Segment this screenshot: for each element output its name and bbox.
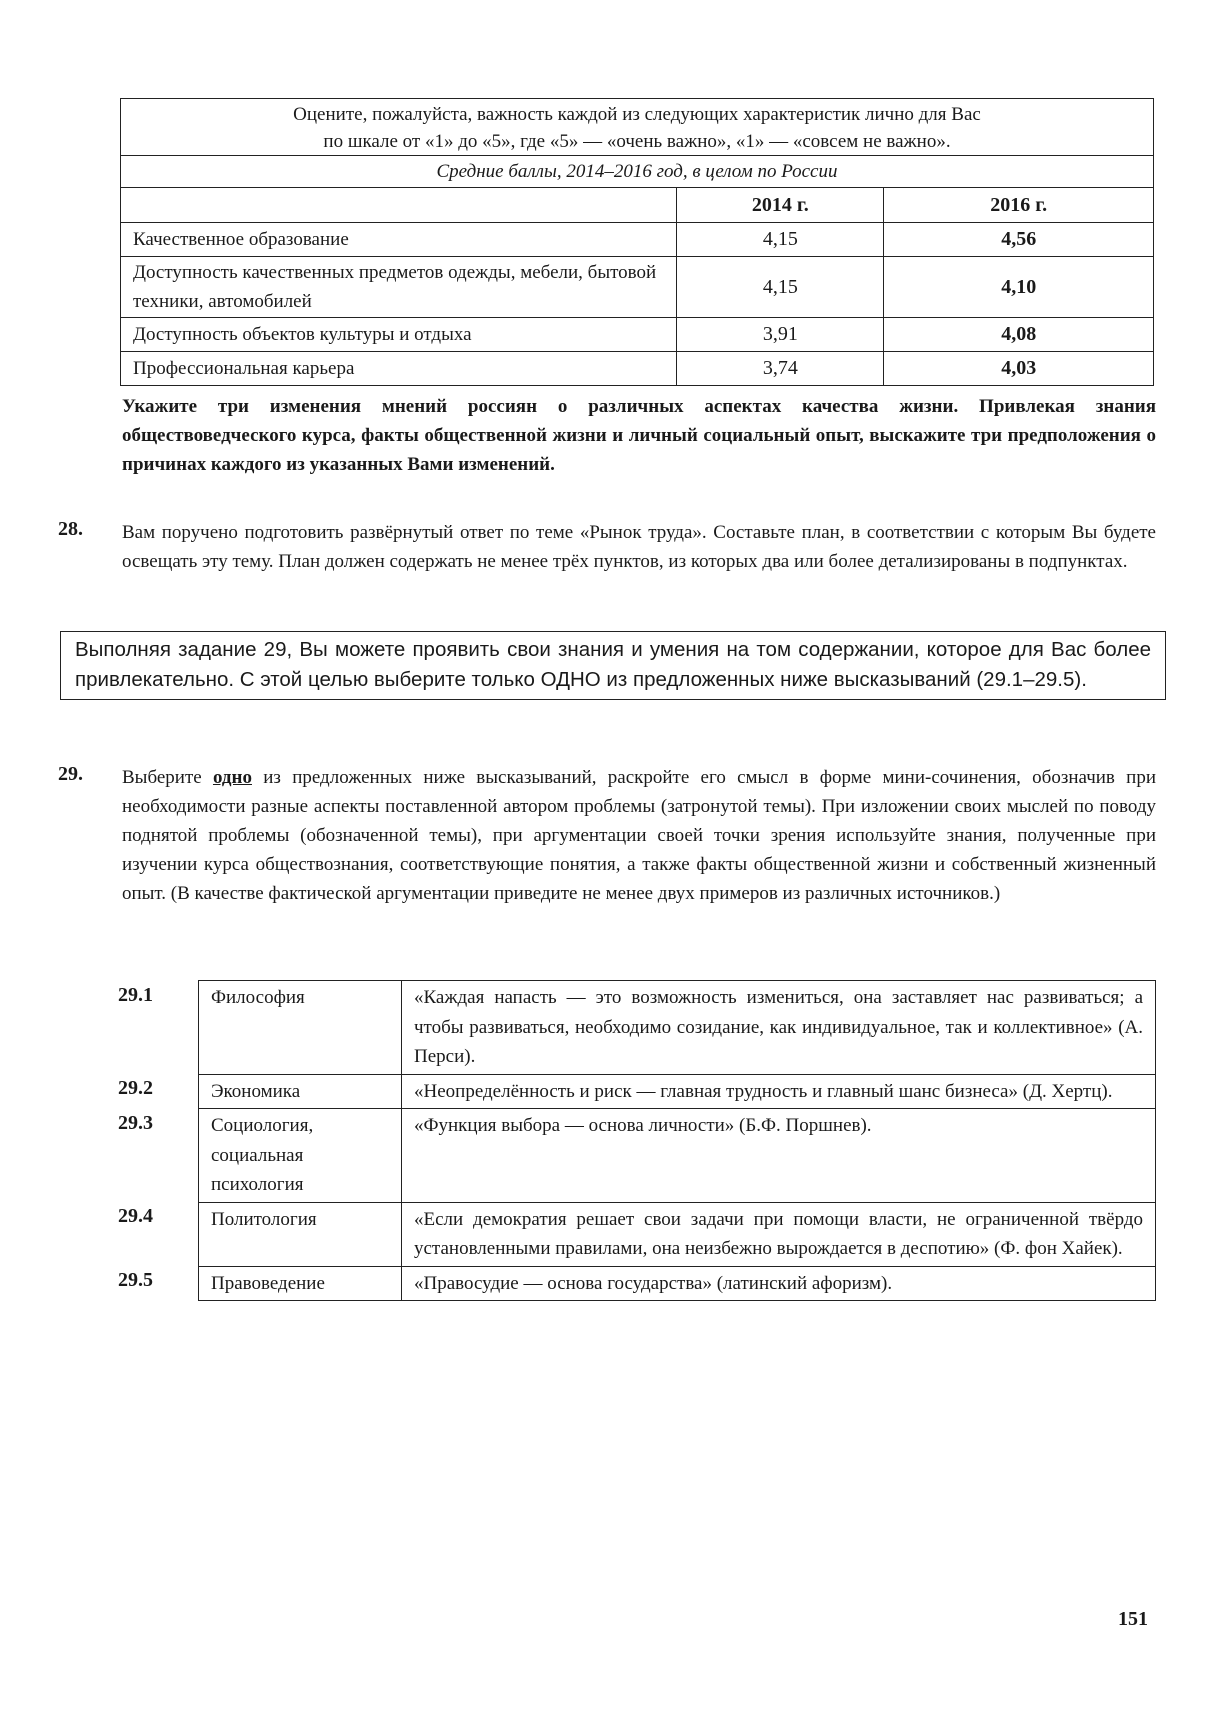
survey-value-2014: 3,74 <box>677 352 884 386</box>
task-29-text-start: Выберите <box>122 767 213 788</box>
survey-col-2014: 2014 г. <box>677 188 884 223</box>
survey-row-label: Доступность качественных предметов одежды, мебели, бытовой техники, автомобилей <box>121 257 677 318</box>
topic-row <box>110 1266 1156 1301</box>
survey-value-2016: 4,56 <box>884 223 1154 257</box>
task-29-number: 29. <box>58 763 83 785</box>
survey-row-label: Доступность объектов культуры и отдыха <box>121 318 677 352</box>
topic-quote: «Каждая напасть — это возможность измениться, она заставляет нас развиваться; а чтобы развиваться, необходимо созидание, как индивидуальное, так и коллективное» (А. Перси). <box>402 981 1156 1075</box>
survey-row-label: Качественное образование <box>121 223 677 257</box>
topic-quote: «Функция выбора — основа личности» (Б.Ф. Поршнев). <box>402 1109 1156 1203</box>
topic-quote: «Правосудие — основа государства» (латинский афоризм). <box>402 1266 1156 1301</box>
topic-field: Социология, социальная психология <box>199 1109 402 1203</box>
survey-row <box>121 318 1154 352</box>
topic-number: 29.2 <box>118 1077 153 1099</box>
topic-field: Политология <box>199 1202 402 1266</box>
topic-field: Правоведение <box>199 1266 402 1301</box>
survey-row <box>121 223 1154 257</box>
survey-title <box>121 99 1154 156</box>
survey-col-2016: 2016 г. <box>884 188 1154 223</box>
survey-value-2014: 3,91 <box>677 318 884 352</box>
topic-quote: «Неопределённость и риск — главная трудность и главный шанс бизнеса» (Д. Хертц). <box>402 1074 1156 1109</box>
task-27-instructions: Укажите три изменения мнений россиян о различных аспектах качества жизни. Привлекая знания обществоведческого курса, факты общественной жизни и личный социальный опыт, выскажите три предположения о причинах каждого из указанных Вами изменений. <box>122 396 1156 475</box>
topic-field: Философия <box>199 981 402 1075</box>
topic-quote: «Если демократия решает свои задачи при помощи власти, не ограниченной твёрдо установленными правилами, она неизбежно вырождается в деспотию» (Ф. фон Хайек). <box>402 1202 1156 1266</box>
survey-row-label: Профессиональная карьера <box>121 352 677 386</box>
topic-row <box>110 1109 1156 1203</box>
task-28-text: Вам поручено подготовить развёрнутый ответ по теме «Рынок труда». Составьте план, в соответствии с которым Вы будете освещать эту тему. План должен содержать не менее трёх пунктов, из которых два или более детализированы в подпунктах. <box>122 522 1156 572</box>
survey-title-line-2: по шкале от «1» до «5», где «5» — «очень важно», «1» — «совсем не важно». <box>323 131 951 152</box>
survey-value-2016: 4,03 <box>884 352 1154 386</box>
survey-value-2014: 4,15 <box>677 257 884 318</box>
task-29-emphasis: одно <box>212 767 252 788</box>
survey-value-2014: 4,15 <box>677 223 884 257</box>
survey-title-line-1: Оцените, пожалуйста, важность каждой из следующих характеристик лично для Вас <box>293 104 981 125</box>
page-number: 151 <box>1118 1608 1148 1630</box>
topic-row <box>110 1074 1156 1109</box>
topic-number: 29.3 <box>118 1111 153 1134</box>
topic-row <box>110 1202 1156 1266</box>
survey-subtitle: Средние баллы, 2014–2016 год, в целом по России <box>121 156 1154 188</box>
survey-row <box>121 352 1154 386</box>
task-29-text <box>122 763 1156 908</box>
survey-table <box>120 98 1154 386</box>
topics-table <box>110 980 1156 1301</box>
topic-number: 29.1 <box>118 983 153 1006</box>
topic-number: 29.4 <box>118 1205 153 1227</box>
survey-header-blank <box>121 188 677 223</box>
topic-row <box>110 981 1156 1075</box>
topic-field: Экономика <box>199 1074 402 1109</box>
task-28-number: 28. <box>58 518 83 540</box>
topic-number: 29.5 <box>118 1269 153 1291</box>
task-29-notice: Выполняя задание 29, Вы можете проявить свои знания и умения на том содержании, которое для Вас более привлекательно. С этой целью выберите только ОДНО из предложенных ниже высказываний (29.1–29.5). <box>60 631 1166 700</box>
survey-value-2016: 4,10 <box>884 257 1154 318</box>
task-29-text-rest: из предложенных ниже высказываний, раскройте его смысл в форме мини-сочинения, обозначив при необходимости разные аспекты поставленной автором проблемы (затронутой темы). При изложении своих мыслей по поводу поднятой проблемы (обозначенной темы), при аргументации своей точки зрения используйте знания, полученные при изучении курса обществознания, соответствующие понятия, а также факты общественной жизни и собственный жизненный опыт. (В качестве фактической аргументации приведите не менее двух примеров из различных источников.) <box>122 767 1156 904</box>
survey-row <box>121 257 1154 318</box>
survey-value-2016: 4,08 <box>884 318 1154 352</box>
